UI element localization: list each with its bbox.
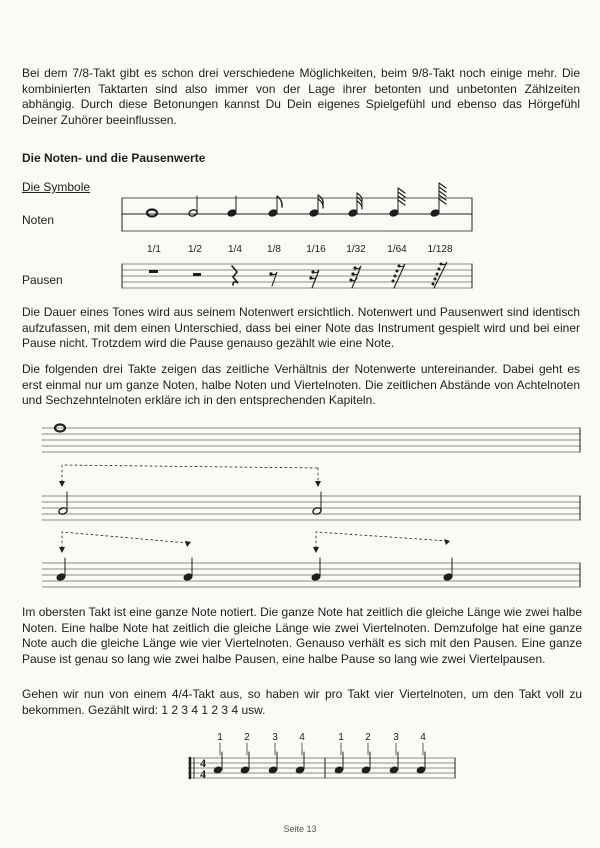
value-label-hundred-twenty-eighth: 1/128	[427, 244, 453, 255]
value-label-sixteenth: 1/16	[306, 244, 326, 255]
quarter-note-measure-4	[443, 558, 453, 581]
page-footer: Seite 13	[283, 824, 317, 834]
hundred-twenty-eighth-rest-symbol	[432, 262, 448, 288]
sixty-fourth-note-symbol	[389, 188, 405, 217]
half-rest-symbol	[193, 273, 201, 276]
quarter-note-measure-1	[56, 558, 66, 581]
eighth-rest-symbol	[269, 272, 277, 286]
time-signature-bottom: 4	[200, 767, 206, 781]
explanation-paragraph: Im obersten Takt ist eine ganze Note notiert. Die ganze Note hat zeitlich die gleiche Länge wie zwei halbe Noten. Eine halbe Note hat zeitlich die gleiche Länge wie zwei Viertelnoten. Demzufolge hat eine ganze Note auch die gleiche Länge wie vier Viertelnoten. Genauso verhält es sich mit den Pausen. Eine ganze Pause ist genau so lang wie zwei halbe Pausen, eine halbe Pause so lang wie zwei Viertelpausen.	[22, 605, 582, 666]
measure-staff-quarter	[42, 563, 580, 587]
quarter-note-measure-3	[311, 558, 321, 581]
rests-staff	[122, 264, 472, 288]
symbols-heading: Die Symbole	[22, 180, 91, 194]
intro-paragraph: Bei dem 7/8-Takt gibt es schon drei verschiedene Möglichkeiten, beim 9/8-Takt noch einige mehr. Die kombinierten Taktarten sind also immer von der Lage ihrer betonten und unbetonten Zählzeiten abhängig. Durch diese Betonungen kannst Du Dein eigenes Spielgefühl und ebenso das Hörgefühl Deiner Zuhörer beeinflussen.	[22, 66, 580, 127]
measure-staff-half	[42, 496, 580, 520]
measures-paragraph: Die folgenden drei Takte zeigen das zeitliche Verhältnis der Notenwerte untereinander. Dabei geht es erst einmal nur um ganze Noten, halbe Noten und Viertelnoten. Die zeitlichen Abstände von Achtelnoten und Sechzehntelnoten erkläre ich in den entsprechenden Kapiteln.	[22, 362, 580, 407]
count-ticks	[220, 743, 423, 755]
count-number-1: 1	[217, 732, 223, 743]
quarter-note-measure-2	[183, 558, 193, 581]
count-number-8: 4	[420, 732, 426, 743]
value-label-whole: 1/1	[147, 244, 161, 255]
whole-rest-symbol	[149, 270, 158, 273]
count-number-5: 1	[338, 732, 344, 743]
half-note-measure-1	[58, 492, 68, 515]
thirty-second-rest-symbol	[349, 266, 361, 288]
notes-staff	[122, 198, 472, 231]
count-number-2: 2	[244, 732, 250, 743]
count-number-3: 3	[272, 732, 278, 743]
hundred-twenty-eighth-note-symbol	[430, 183, 446, 217]
counting-staff	[188, 758, 455, 778]
whole-note-symbol	[147, 210, 157, 217]
value-label-quarter: 1/4	[228, 244, 242, 255]
count-number-4: 4	[299, 732, 305, 743]
value-label-thirty-second: 1/32	[346, 244, 366, 255]
measure-staff-whole	[42, 428, 580, 452]
section-heading: Die Noten- und die Pausenwerte	[22, 151, 206, 165]
notes-label: Noten	[22, 213, 55, 227]
value-label-half: 1/2	[188, 244, 202, 255]
rests-label: Pausen	[22, 273, 63, 287]
value-label-sixty-fourth: 1/64	[387, 244, 407, 255]
arrowheads	[59, 481, 450, 553]
sixteenth-rest-symbol	[309, 270, 319, 288]
quarter-rest-symbol	[232, 266, 238, 285]
value-label-eighth: 1/8	[267, 244, 281, 255]
quarter-note-symbol	[227, 196, 237, 217]
time-signature-top: 4	[200, 756, 206, 770]
count-number-6: 2	[365, 732, 371, 743]
timing-arrows	[62, 465, 448, 548]
duration-paragraph: Die Dauer eines Tones wird aus seinem Notenwert ersichtlich. Notenwert und Pausenwert sind identisch aufzufassen, mit dem einen Unterschied, dass bei einer Note das Instrument gespielt wird und bei einer Pause nicht. Trotzdem wird die Pause genauso gezählt wie eine Note.	[22, 305, 580, 350]
counting-paragraph: Gehen wir nun von einem 4/4-Takt aus, so haben wir pro Takt vier Viertelnoten, um den Takt voll zu bekommen. Gezählt wird: 1 2 3 4 1 2 3 4 usw.	[22, 687, 582, 717]
count-number-7: 3	[393, 732, 399, 743]
half-note-measure-2	[312, 492, 322, 515]
